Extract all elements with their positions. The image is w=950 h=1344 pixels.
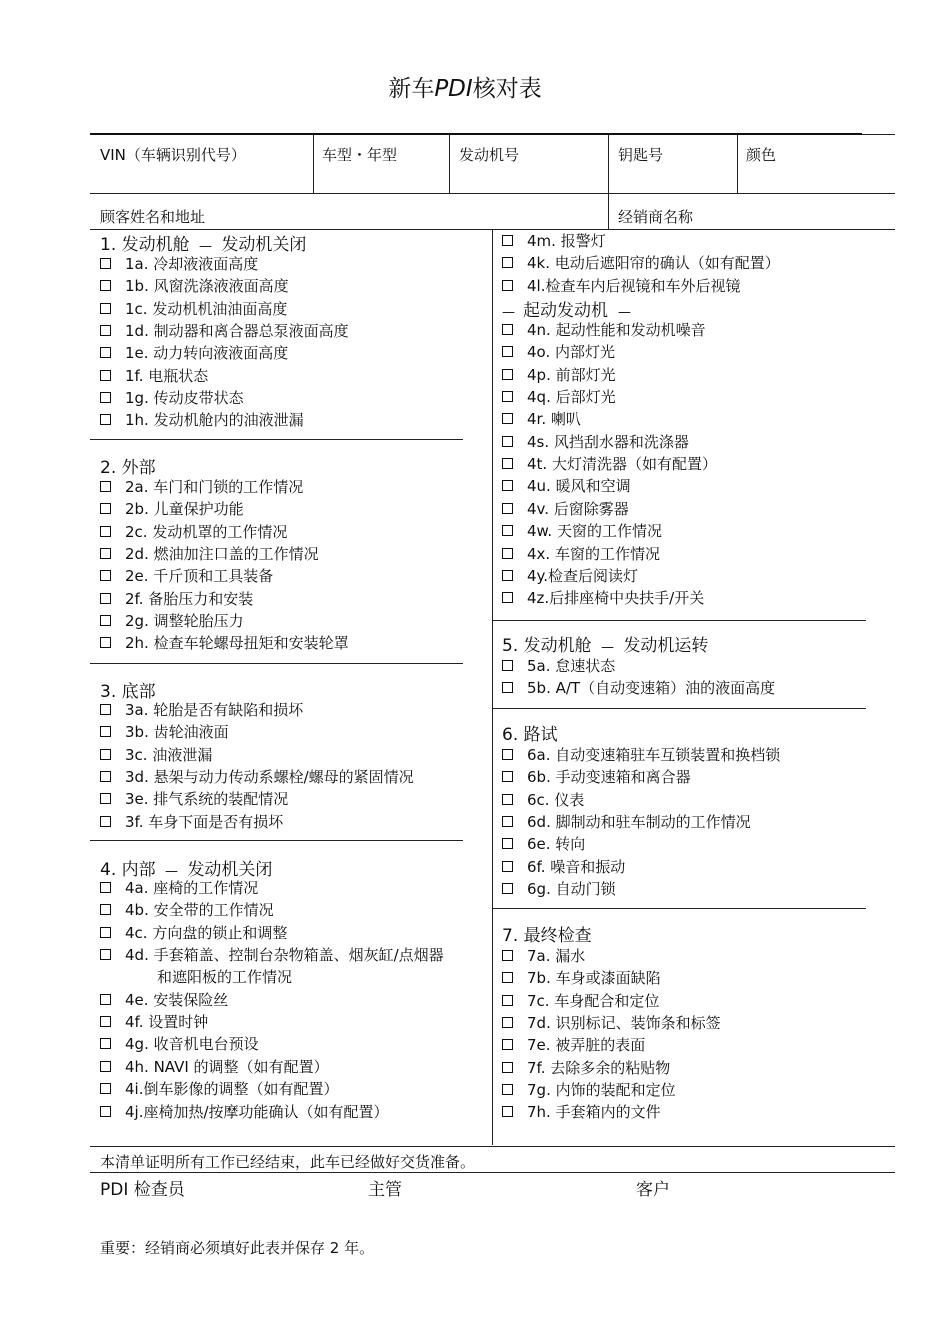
model-year-label: 车型・年型 [322,146,398,164]
checklist-item-label: 6a. 自动变速箱驻车互锁装置和换档锁 [527,746,781,764]
checkbox[interactable] [502,838,513,849]
checkbox[interactable] [100,1106,111,1117]
checklist-item-label: 4t. 大灯清洗器（如有配置） [527,455,717,474]
section-title-part: 发动机运转 [623,636,709,656]
checklist-item [100,990,228,1010]
header-row-divider [90,193,895,194]
checklist-item [502,454,717,474]
checklist-item-label: 1c. 发动机机油油面高度 [125,299,288,318]
checklist-item-label: 2b. 儿童保护功能 [125,500,244,519]
checklist-item [100,1102,389,1122]
checkbox[interactable] [100,615,111,626]
checklist-item-label: 7a. 漏水 [527,947,586,965]
checklist-item [100,276,289,296]
footer-divider [90,1172,895,1173]
checklist-item-label: 2d. 燃油加注口盖的工作情况 [125,545,319,564]
checkbox[interactable] [100,927,111,938]
checkbox[interactable] [100,481,111,492]
section-title-engine-off [100,230,306,255]
checklist-item [100,812,283,832]
checkbox[interactable] [502,1039,513,1050]
checkbox[interactable] [502,660,513,671]
checkbox[interactable] [100,370,111,381]
checkbox[interactable] [100,548,111,559]
checklist-item-label: 6e. 转向 [527,835,586,854]
section-title-road-test: 6. 路试 [502,725,558,745]
subsection-title-text: 起动发动机 [523,301,608,321]
checkbox[interactable] [100,303,111,314]
title-dash: — [199,239,213,254]
checklist-item-label: 4q. 后部灯光 [527,388,616,407]
checkbox[interactable] [502,324,513,335]
header-col-divider [608,134,609,229]
checklist-item-label: 3a. 轮胎是否有缺陷和损坏 [125,701,304,719]
checklist-item [100,722,229,742]
checklist-item-label: 1a. 冷却液液面高度 [125,255,259,273]
checklist-item [502,342,615,362]
checkbox[interactable] [100,570,111,581]
checkbox[interactable] [502,458,513,469]
checklist-item [502,387,616,407]
section-divider [90,840,463,841]
checklist-item [502,521,662,541]
checklist-item-label: 4w. 天窗的工作情况 [527,522,662,541]
checklist-item [100,1034,259,1054]
checklist-item-label: 1h. 发动机舱内的油液泄漏 [125,411,304,430]
checkbox[interactable] [100,1083,111,1094]
checklist-item [100,767,414,787]
section-title-underbody: 3. 底部 [100,682,156,702]
section-title-engine-running [502,631,708,656]
checklist-item-label: 4y.检查后阅读灯 [527,566,639,585]
checklist-item [100,410,304,430]
checkbox[interactable] [100,994,111,1005]
title-dash: — [618,305,631,320]
checkbox[interactable] [100,1061,111,1072]
checkbox[interactable] [502,816,513,827]
checklist-item [100,254,258,274]
checklist-item [100,789,288,809]
checklist-item [100,611,244,631]
subsection-title-engine-start [502,296,631,321]
checkbox[interactable] [502,570,513,581]
section-title-part: 1. 发动机舱 [100,235,190,255]
checklist-item [100,745,212,765]
checklist-item [100,499,244,519]
column-divider [492,229,493,1145]
section-title-interior [100,855,272,880]
checklist-item [502,499,629,519]
checklist-item [502,745,780,765]
checklist-item-label: 6d. 脚制动和驻车制动的工作情况 [527,813,751,832]
checklist-item [502,365,616,385]
checkbox[interactable] [502,950,513,961]
checkbox[interactable] [100,793,111,804]
certification-statement: 本清单证明所有工作已经结束，此车已经做好交货准备。 [100,1153,476,1171]
section-divider [493,908,866,909]
checklist-item-label: 4s. 风挡刮水器和洗涤器 [527,432,689,451]
checklist-item-label: 2a. 车门和门锁的工作情况 [125,478,304,496]
section-title-exterior: 2. 外部 [100,458,156,478]
checkbox[interactable] [502,235,513,246]
checklist-item-label: 4n. 起动性能和发动机噪音 [527,321,706,339]
section-title-part: 发动机关闭 [221,235,307,255]
checklist-item [100,878,258,898]
checkbox[interactable] [502,503,513,514]
key-number-label: 钥匙号 [618,146,664,164]
checklist-item [100,633,349,653]
checklist-item-label: 4i.倒车影像的调整（如有配置） [125,1080,339,1099]
checklist-item-label: 4l.检查车内后视镜和车外后视镜 [527,276,741,295]
checkbox[interactable] [100,258,111,269]
title-dash: — [502,305,515,320]
checkbox[interactable] [502,346,513,357]
checklist-item [100,388,244,408]
checklist-item [100,900,274,920]
checklist-item-label: 2g. 调整轮胎压力 [125,612,244,631]
color-label: 颜色 [746,146,777,164]
checkbox[interactable] [100,503,111,514]
checklist-item [502,834,585,854]
checklist-item-label: 4u. 暖风和空调 [527,477,631,496]
section-title-part: 发动机关闭 [187,860,273,880]
checkbox[interactable] [502,548,513,559]
section-divider [493,620,866,621]
checklist-item-label: 4d. 手套箱盖、控制台杂物箱盖、烟灰缸/点烟器 [125,946,444,965]
checklist-item [100,299,287,319]
customer-name-address-label: 顾客姓名和地址 [100,208,206,226]
checkbox[interactable] [100,882,111,893]
checklist-item-label: 4v. 后窗除雾器 [527,499,629,518]
checklist-item [502,1013,721,1033]
checklist-item-label: 2f. 备胎压力和安装 [125,589,254,608]
section-title-part: 4. 内部 [100,860,156,880]
checklist-item-label: 6c. 仪表 [527,790,585,809]
checklist-item-continuation: 和遮阳板的工作情况 [157,968,293,987]
checkbox[interactable] [100,593,111,604]
checklist-item [100,366,208,386]
section-divider [90,439,463,440]
supervisor-label: 主管 [368,1180,402,1200]
checklist-item [100,321,349,341]
checklist-item-label: 4g. 收音机电台预设 [125,1035,259,1054]
checklist-item [100,343,288,363]
vin-label: VIN（车辆识别代号） [100,146,246,164]
checklist-item-label: 3c. 油液泄漏 [125,745,213,764]
checklist-item [502,566,638,586]
checkbox[interactable] [502,749,513,760]
checklist-item [100,1012,208,1032]
header-col-divider [313,134,314,193]
checklist-item [100,1079,338,1099]
checkbox[interactable] [502,1062,513,1073]
section-divider [493,708,866,709]
checklist-item-label: 4r. 喇叭 [527,410,581,429]
checklist-item-label: 5a. 怠速状态 [527,657,616,675]
pdi-inspector-label: PDI 检查员 [100,1180,185,1200]
checklist-item-label: 2c. 发动机罩的工作情况 [125,522,288,541]
checklist-item [502,946,585,966]
checklist-item-label: 7b. 车身或漆面缺陷 [527,969,661,988]
checklist-item-label: 4k. 电动后遮阳帘的确认（如有配置） [527,254,780,273]
checklist-item [100,1057,329,1077]
checklist-item-label: 4a. 座椅的工作情况 [125,879,259,897]
checklist-item [502,432,689,452]
checklist-item-label: 4f. 设置时钟 [125,1013,209,1032]
checkbox[interactable] [502,391,513,402]
checkbox[interactable] [100,1016,111,1027]
checkbox[interactable] [100,704,111,715]
checkbox[interactable] [100,347,111,358]
header-col-divider [449,134,450,193]
checklist-item-label: 1d. 制动器和离合器总泵液面高度 [125,322,349,341]
checkbox[interactable] [100,726,111,737]
checklist-item-label: 7e. 被弄脏的表面 [527,1036,646,1055]
checklist-item [502,588,704,608]
checkbox[interactable] [502,794,513,805]
checklist-item-label: 7h. 手套箱内的文件 [527,1103,661,1122]
checkbox[interactable] [100,392,111,403]
checklist-item-label: 4o. 内部灯光 [527,343,615,362]
checklist-item-label: 4j.座椅加热/按摩功能确认（如有配置） [125,1102,389,1121]
checklist-item-label: 4z.后排座椅中央扶手/开关 [527,589,705,608]
checklist-item-label: 1e. 动力转向液液面高度 [125,344,289,363]
checklist-item-label: 4h. NAVI 的调整（如有配置） [125,1057,329,1076]
checklist-item [502,320,706,340]
checklist-item [100,589,253,609]
checklist-item [100,566,273,586]
header-col-divider [737,134,738,193]
checkbox[interactable] [502,1017,513,1028]
top-border-ext [862,134,895,135]
checklist-item-label: 4b. 安全带的工作情况 [125,901,274,920]
checklist-item-label: 4x. 车窗的工作情况 [527,544,660,563]
checkbox[interactable] [502,1084,513,1095]
title-dash: — [165,864,179,879]
checkbox[interactable] [502,525,513,536]
checklist-item [502,678,775,698]
page-title: 新车PDI核对表 [388,76,542,102]
checklist-item-label: 1f. 电瓶状态 [125,366,209,385]
checkbox[interactable] [502,972,513,983]
checkbox[interactable] [502,771,513,782]
checkbox[interactable] [100,816,111,827]
checkbox[interactable] [502,861,513,872]
checklist-item [502,790,584,810]
checkbox[interactable] [100,325,111,336]
checkbox[interactable] [502,413,513,424]
checklist-item-label: 6f. 噪音和振动 [527,857,626,876]
dealer-name-label: 经销商名称 [618,208,694,226]
checklist-item-label: 2h. 检查车轮螺母扭矩和安装轮罩 [125,634,349,653]
section-title-part: 5. 发动机舱 [502,636,592,656]
checklist-item [502,1102,661,1122]
checklist-item [502,656,615,676]
checklist-item [502,544,660,564]
checklist-item [100,700,303,720]
checklist-item-label: 3b. 齿轮油液面 [125,723,229,742]
checkbox[interactable] [502,480,513,491]
customer-signature-label: 客户 [636,1180,670,1200]
checklist-item [502,1058,670,1078]
checkbox[interactable] [502,592,513,603]
checkbox[interactable] [502,682,513,693]
engine-number-label: 发动机号 [459,146,520,164]
checkbox[interactable] [502,1106,513,1117]
checklist-item-label: 7d. 识别标记、装饰条和标签 [527,1014,721,1033]
checklist-item [100,522,287,542]
checkbox[interactable] [100,414,111,425]
checkbox[interactable] [100,904,111,915]
checklist-item-label: 5b. A/T（自动变速箱）油的液面高度 [527,679,776,698]
checklist-item-label: 7f. 去除多余的粘贴物 [527,1058,671,1077]
important-note: 重要：经销商必须填好此表并保存 2 年。 [100,1239,375,1257]
checklist-item [502,1035,645,1055]
checklist-item [502,409,581,429]
checklist-item-label: 3f. 车身下面是否有损坏 [125,812,284,831]
title-dash: — [601,640,615,655]
checklist-item [502,857,625,877]
checkbox[interactable] [502,883,513,894]
footer-divider [90,1146,895,1147]
checkbox[interactable] [100,771,111,782]
top-border [90,133,862,135]
checklist-item-label: 7c. 车身配合和定位 [527,991,660,1010]
checklist-item [502,812,751,832]
checklist-item-label: 4c. 方向盘的锁止和调整 [125,923,288,942]
checklist-item [502,968,661,988]
checklist-item-label: 3d. 悬架与动力传动系螺栓/螺母的紧固情况 [125,768,414,787]
checklist-item [502,476,631,496]
checklist-item [100,477,303,497]
checklist-item-label: 6g. 自动门锁 [527,880,616,899]
checklist-item-label: 1g. 传动皮带状态 [125,389,244,408]
checklist-item [100,945,444,965]
checkbox[interactable] [100,637,111,648]
checkbox[interactable] [502,436,513,447]
checkbox[interactable] [100,526,111,537]
checklist-item-label: 2e. 千斤顶和工具装备 [125,567,274,586]
section-divider [90,663,463,664]
checkbox[interactable] [100,1038,111,1049]
checklist-item [502,1080,676,1100]
checklist-item [502,767,691,787]
checklist-item [100,923,287,943]
checklist-item-label: 3e. 排气系统的装配情况 [125,790,289,809]
checklist-item-label: 4e. 安装保险丝 [125,990,229,1009]
checklist-item-label: 6b. 手动变速箱和离合器 [527,768,691,787]
checkbox[interactable] [100,749,111,760]
checklist-item-label: 1b. 风窗洗涤液液面高度 [125,277,289,296]
checklist-item [100,544,319,564]
checklist-item [502,879,616,899]
checklist-item-label: 4m. 报警灯 [527,232,606,250]
checkbox[interactable] [100,280,111,291]
checklist-item [502,991,659,1011]
checklist-item [502,253,780,273]
checklist-item-label: 7g. 内饰的装配和定位 [527,1081,676,1100]
checklist-item [502,276,740,296]
checklist-item [502,231,606,251]
checkbox[interactable] [502,369,513,380]
checkbox[interactable] [100,949,111,960]
checklist-item-label: 4p. 前部灯光 [527,365,616,384]
section-title-final-inspection: 7. 最终检查 [502,926,592,946]
checkbox[interactable] [502,995,513,1006]
checkbox[interactable] [502,257,513,268]
checkbox[interactable] [502,280,513,291]
